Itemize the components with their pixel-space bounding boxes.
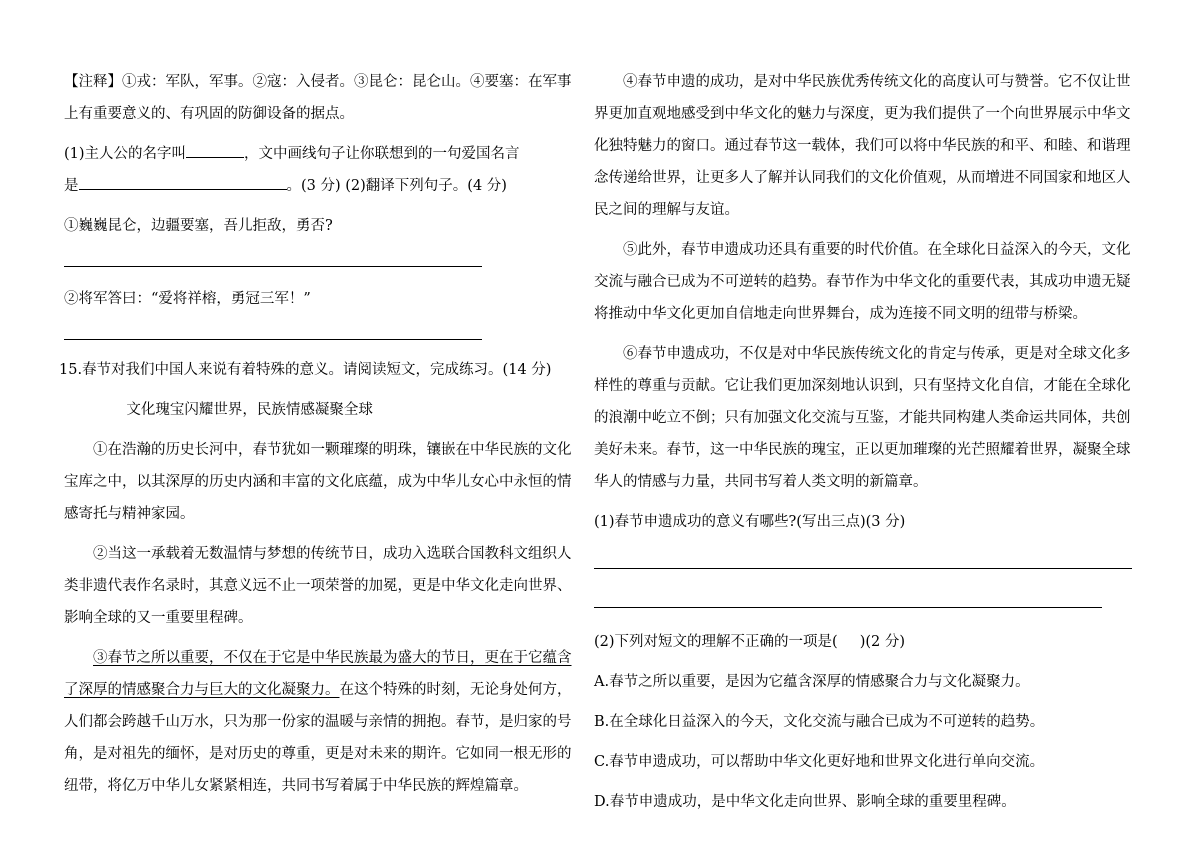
answer-line-4[interactable] [594, 607, 1102, 608]
option-b: B.在全球化日益深入的今天，文化交流与融合已成为不可逆转的趋势。 [594, 714, 1045, 730]
q1-text-a: (1)主人公的名字叫 [64, 146, 187, 162]
paragraph-3 [64, 642, 576, 802]
paragraph-6: ⑥春节申遗成功，不仅是对中华民族传统文化的肯定与传承，更是对全球文化多样性的尊重与贡献。它让我们更加深刻地认识到，只有坚持文化自信，才能在全球化的浪潮中屹立不倒；只有加强文化交流与互鉴，才能共同构建人类命运共同体，共创美好未来。春节，这一中华民族的瑰宝，正以更加璀璨的光芒照耀着世界，凝聚全球华人的情感与力量，共同书写着人类文明的新篇章。 [594, 346, 1131, 490]
q1-text-b: ，文中画线句子让你联想到的一句爱国名言 [244, 146, 520, 162]
q2-text-a: (2)下列对短文的理解不正确的一项是( [594, 634, 838, 650]
q2-text-b: )(2 分) [859, 634, 906, 650]
question-1 [64, 138, 576, 202]
article-title: 文化瑰宝闪耀世界，民族情感凝聚全球 [126, 402, 373, 418]
option-c: C.春节申遗成功，可以帮助中华文化更好地和世界文化进行单向交流。 [594, 754, 1045, 770]
q1-text-d: 。(3 分) (2)翻译下列句子。(4 分) [286, 178, 507, 194]
left-column [59, 66, 576, 802]
option-d: D.春节申遗成功，是中华文化走向世界、影响全球的重要里程碑。 [594, 794, 1016, 810]
question-15: 15.春节对我们中国人来说有着特殊的意义。请阅读短文，完成练习。(14 分) [59, 362, 552, 378]
quote-blank[interactable] [79, 175, 287, 190]
sub-question-1: (1)春节申遗成功的意义有哪些?(写出三点)(3 分) [594, 514, 906, 530]
paragraph-4: ④春节申遗的成功，是对中华民族优秀传统文化的高度认可与赞誉。它不仅让世界更加直观地感受到中华文化的魅力与深度，更为我们提供了一个向世界展示中华文化独特魅力的窗口。通过春节这一载体，我们可以将中华民族的和平、和睦、和谐理念传递给世界，让更多人了解并认同我们的文化价值观，从而增进不同国家和地区人民之间的理解与友谊。 [594, 74, 1131, 218]
paragraph-1: ①在浩瀚的历史长河中，春节犹如一颗璀璨的明珠，镶嵌在中华民族的文化宝库之中，以其深厚的历史内涵和丰富的文化底蕴，成为中华儿女心中永恒的情感寄托与精神家园。 [64, 442, 572, 522]
sub-question-2 [594, 626, 1134, 658]
underlined-sentence: ③春节之所以重要，不仅在于它是中华民族最为盛大的节日，更在于它蕴含了深厚的情感聚合力与巨大的文化凝聚力。 [64, 650, 572, 698]
translate-sentence-2: ②将军答曰：“爱将祥榕，勇冠三军！” [64, 291, 311, 307]
translate-sentence-1: ①巍巍昆仑，边疆要塞，吾儿拒敌，勇否? [64, 218, 333, 234]
annotation-note: 【注释】①戎：军队，军事。②寇：入侵者。③昆仑：昆仑山。④要塞：在军事上有重要意义的、有巩固的防御设备的据点。 [64, 74, 572, 122]
answer-line-3[interactable] [594, 568, 1132, 569]
paragraph-2: ②当这一承载着无数温情与梦想的传统节日，成功入选联合国教科文组织人类非遗代表作名录时，其意义远不止一项荣誉的加冕，更是中华文化走向世界、影响全球的又一重要里程碑。 [64, 546, 572, 626]
paragraph-3-rest: 在这个特殊的时刻，无论身处何方，人们都会跨越千山万水，只为那一份家的温暖与亲情的拥抱。春节，是归家的号角，是对祖先的缅怀，是对历史的尊重，更是对未来的期许。它如同一根无形的纽带，将亿万中华儿女紧紧相连，共同书写着属于中华民族的辉煌篇章。 [64, 682, 572, 794]
answer-line-1[interactable] [64, 266, 482, 267]
option-a: A.春节之所以重要，是因为它蕴含深厚的情感聚合力与文化凝聚力。 [594, 674, 1030, 690]
q1-text-c: 是 [64, 178, 79, 194]
right-column [594, 66, 1134, 818]
name-blank[interactable] [186, 143, 244, 158]
answer-line-2[interactable] [64, 339, 482, 340]
paragraph-5: ⑤此外，春节申遗成功还具有重要的时代价值。在全球化日益深入的今天，文化交流与融合已成为不可逆转的趋势。春节作为中华文化的重要代表，其成功申遗无疑将推动中华文化更加自信地走向世界舞台，成为连接不同文明的纽带与桥梁。 [594, 242, 1131, 322]
